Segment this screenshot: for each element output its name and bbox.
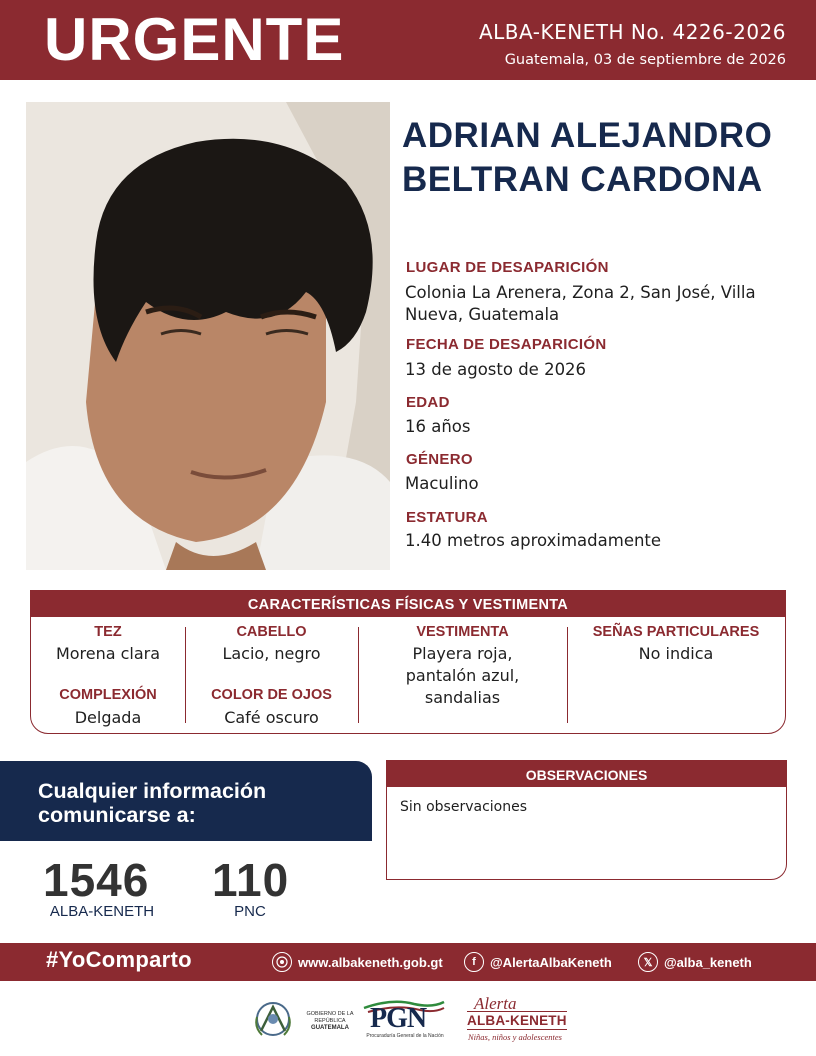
tez-value: Morena clara [55,644,161,663]
genero-label: GÉNERO [406,451,473,468]
tez-label: TEZ [94,624,122,640]
senas-label: SEÑAS PARTICULARES [592,624,760,640]
alerta-logo-name: ALBA-KENETH [467,1013,567,1028]
footer-banner [0,943,816,981]
alerta-logo-tagline: Niñas, niños y adolescentes [468,1032,562,1042]
twitter-link[interactable] [638,952,752,972]
lugar-label: LUGAR DE DESAPARICIÓN [406,259,609,276]
name-line-1: ADRIAN ALEJANDRO [402,116,773,155]
phone-alba-keneth-label: ALBA-KENETH [49,903,155,920]
observations-text: Sin observaciones [400,799,528,815]
missing-person-photo [26,102,390,570]
phone-pnc: 110 [212,854,290,906]
gov-line-2: GUATEMALA [311,1025,349,1031]
characteristics-panel [30,590,786,734]
phone-alba-keneth: 1546 [43,854,150,906]
cabello-label: CABELLO [236,624,307,640]
alerta-logo-script: Alerta [474,994,517,1013]
twitter-text: @alba_keneth [664,954,752,970]
contact-banner [0,761,372,841]
person-name [402,114,802,202]
estatura-label: ESTATURA [406,509,488,526]
complexion-label: COMPLEXIÓN [59,687,157,703]
website-icon [272,952,292,972]
facebook-icon: f [464,952,484,972]
cabello-value: Lacio, negro [222,644,321,663]
observations-panel [386,760,787,880]
gov-logo-text [296,1011,364,1032]
eye-color-value: Café oscuro [224,708,319,727]
header-banner [0,0,816,80]
column-divider [567,627,568,723]
vestimenta-line-2: pantalón azul, [405,666,520,685]
eye-color-label: COLOR DE OJOS [211,687,332,703]
pgn-subtitle: Procuraduría General de la Nación [366,1033,444,1039]
hashtag: #YoComparto [46,947,192,972]
contact-line-2: comunicarse a: [38,803,196,827]
name-line-2: BELTRAN CARDONA [402,160,763,199]
urgent-title: URGENTE [44,6,345,73]
website-text: www.albakeneth.gob.gt [298,954,443,970]
edad-value: 16 años [405,417,471,436]
lugar-value: Colonia La Arenera, Zona 2, San José, Villa Nueva, Guatemala [405,283,756,324]
observations-heading: OBSERVACIONES [387,761,786,787]
edad-label: EDAD [406,394,450,411]
estatura-value: 1.40 metros aproximadamente [405,531,662,550]
guatemala-coat-of-arms-icon [252,997,294,1045]
x-twitter-icon: 𝕏 [638,952,658,972]
senas-value: No indica [638,644,714,663]
vestimenta-line-3: sandalias [424,688,501,707]
characteristics-heading: CARACTERÍSTICAS FÍSICAS Y VESTIMENTA [31,591,785,617]
gov-line-1: GOBIERNO DE LA REPÚBLICA [306,1011,354,1024]
facebook-text: @AlertaAlbaKeneth [490,954,612,970]
contact-heading [38,779,358,827]
phone-pnc-label: PNC [234,903,266,920]
fecha-label: FECHA DE DESAPARICIÓN [406,336,607,353]
alert-code: ALBA-KENETH No. 4226-2026 [478,20,786,44]
vestimenta-line-1: Playera roja, [412,644,513,663]
website-link[interactable] [272,952,443,972]
facebook-link[interactable] [464,952,612,972]
vestimenta-label: VESTIMENTA [416,624,509,640]
pgn-logo-text: PGN [370,1003,427,1034]
alert-date: Guatemala, 03 de septiembre de 2026 [504,52,786,68]
contact-line-1: Cualquier información [38,779,267,803]
complexion-value: Delgada [74,708,142,727]
genero-value: Maculino [405,474,479,493]
fecha-value: 13 de agosto de 2026 [405,360,587,379]
